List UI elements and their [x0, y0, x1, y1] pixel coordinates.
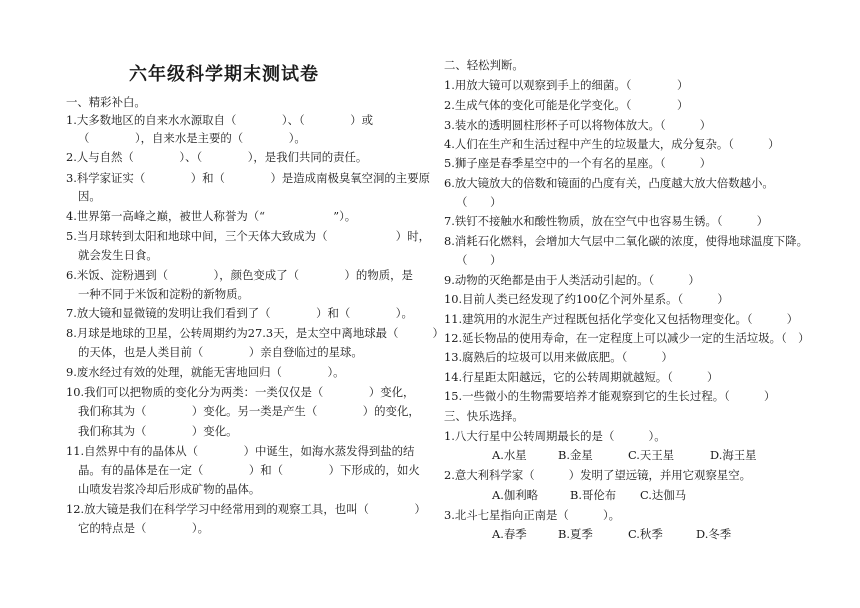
- section-heading-fill-blank: 一、精彩补白。: [66, 95, 146, 109]
- judgement-line: 2.生成气体的变化可能是化学变化。（ ）: [444, 98, 689, 112]
- judgement-line: 7.铁钉不接触水和酸性物质，放在空气中也容易生锈。（ ）: [444, 214, 769, 228]
- question-line: 8.月球是地球的卫星，公转周期约为27.3天，是太空中离地球最（ ）: [66, 326, 444, 340]
- question-line: 它的特点是（ ）。: [78, 521, 209, 535]
- choice-option: B.夏季: [558, 527, 593, 541]
- choice-option: D.海王星: [710, 448, 757, 462]
- judgement-line: 3.装水的透明圆柱形杯子可以将物体放大。（ ）: [444, 118, 712, 132]
- judgement-line: 14.行星距太阳越远，它的公转周期就越短。（ ）: [444, 370, 719, 384]
- question-line: 因。: [78, 189, 101, 203]
- judgement-line: 6.放大镜放大的倍数和镜面的凸度有关，凸度越大放大倍数越小。: [444, 176, 774, 190]
- question-line: 12.放大镜是我们在科学学习中经常用到的观察工具，也叫（ ）: [66, 502, 426, 516]
- question-line: 1.大多数地区的自来水水源取自（ ）、（ ）或: [66, 113, 374, 127]
- choice-option: A.水星: [492, 448, 527, 462]
- choice-option: A.伽利略: [492, 488, 539, 502]
- question-line: 晶。有的晶体是在一定（ ）和（ ）下形成的，如火: [78, 463, 420, 477]
- judgement-line: 9.动物的灭绝都是由于人类活动引起的。（ ）: [444, 273, 700, 287]
- page-title: 六年级科学期末测试卷: [129, 64, 319, 85]
- question-line: 6.米饭、淀粉遇到（ ），颜色变成了（ ）的物质，是: [66, 268, 413, 282]
- judgement-line: 11.建筑用的水泥生产过程既包括化学变化又包括物理变化。（ ）: [444, 312, 799, 326]
- judgement-line: 10.目前人类已经发现了约100亿个河外星系。（ ）: [444, 292, 729, 306]
- section-heading-choice: 三、快乐选择。: [444, 409, 524, 423]
- choice-question: 2.意大利科学家（ ）发明了望远镜，并用它观察星空。: [444, 468, 752, 482]
- section-heading-judgement: 二、轻松判断。: [444, 58, 524, 72]
- question-line: 就会发生日食。: [78, 248, 158, 262]
- choice-question: 3.北斗七星指向正南是（ ）。: [444, 508, 621, 522]
- judgement-line: 15.一些微小的生物需要培养才能观察到它的生长过程。（ ）: [444, 389, 776, 403]
- question-line: 7.放大镜和显微镜的发明让我们看到了（ ）和（ ）。: [66, 306, 413, 320]
- question-line: 3.科学家证实（ ）和（ ）是造成南极臭氧空洞的主要原: [66, 171, 430, 185]
- choice-option: C.达伽马: [640, 488, 687, 502]
- judgement-line: 13.腐熟后的垃圾可以用来做底肥。（ ）: [444, 350, 673, 364]
- judgement-line: 1.用放大镜可以观察到手上的细菌。（ ）: [444, 78, 689, 92]
- choice-option: C.秋季: [628, 527, 663, 541]
- question-line: 2.人与自然（ ）、（ ），是我们共同的责任。: [66, 150, 368, 164]
- question-line: 我们称其为（ ）变化。: [78, 424, 238, 438]
- choice-option: B.金星: [558, 448, 593, 462]
- question-line: 一种不同于米饭和淀粉的新物质。: [78, 287, 249, 301]
- judgement-line: 4.人们在生产和生活过程中产生的垃圾量大，成分复杂。（ ）: [444, 137, 780, 151]
- question-line: 的天体，也是人类目前（ ）亲自登临过的星球。: [78, 345, 363, 359]
- judgement-line: 12.延长物品的使用寿命，在一定程度上可以减少一定的生活垃圾。（ ）: [444, 331, 810, 345]
- choice-option: C.天王星: [628, 448, 675, 462]
- choice-question: 1.八大行星中公转周期最长的是（ ）。: [444, 429, 666, 443]
- choice-option: A.春季: [492, 527, 527, 541]
- question-line: 山喷发岩浆冷却后形成矿物的晶体。: [78, 482, 261, 496]
- question-line: 11.自然界中有的晶体从（ ）中诞生，如海水蒸发得到盐的结: [66, 444, 415, 458]
- question-line: 5.当月球转到太阳和地球中间，三个天体大致成为（ ）时，: [66, 229, 430, 243]
- judgement-line: （ ）: [456, 253, 502, 267]
- question-line: 我们称其为（ ）变化。另一类是产生（ ）的变化，: [78, 404, 420, 418]
- question-line: （ ），自来水是主要的（ ）。: [78, 131, 306, 145]
- question-line: 10.我们可以把物质的变化分为两类：一类仅仅是（ ）变化，: [66, 385, 415, 399]
- question-line: 4.世界第一高峰之巅，被世人称誉为（“ ”）。: [66, 209, 357, 223]
- choice-option: D.冬季: [696, 527, 732, 541]
- judgement-line: 8.消耗石化燃料，会增加大气层中二氧化碳的浓度，使得地球温度下降。: [444, 234, 808, 248]
- judgement-line: （ ）: [456, 195, 502, 209]
- judgement-line: 5.狮子座是春季星空中的一个有名的星座。（ ）: [444, 156, 712, 170]
- question-line: 9.废水经过有效的处理，就能无害地回归（ ）。: [66, 365, 345, 379]
- choice-option: B.哥伦布: [570, 488, 617, 502]
